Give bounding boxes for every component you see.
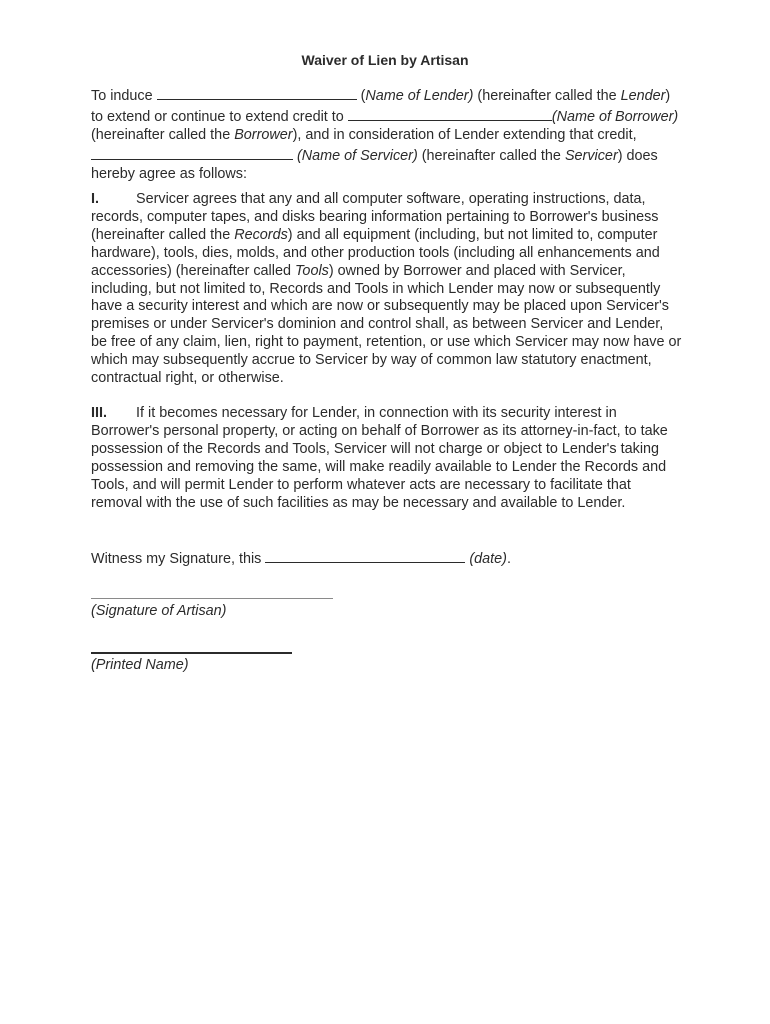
intro-text-1: To induce — [91, 88, 157, 104]
intro-text-4: (hereinafter called the — [473, 88, 621, 104]
section-one-text-5: ) owned by Borrower and placed with Servicer, including, but not limited to, Records and Tools in which Lender may now or subsequently have a security interest and which are now or subsequently may be placed upon Servicer's premises or under Servicer's dominion and control shall, as between Servicer and Lender, be free of any claim, lien, right to payment, retention, or use which Servicer may now have or which may subsequently accrue to Servicer by way of common law statutory enactment, contractual right, or otherwise. — [91, 262, 682, 387]
section-one-number: I. — [91, 191, 99, 207]
section-one-text-1: Servicer agrees that any and all computer software, operating instructions, data, records, computer tapes, and disks bearing information pertaining to Borrower's business (hereinafter called the — [91, 191, 659, 243]
date-blank[interactable] — [265, 548, 465, 563]
intro-text-2: ( — [356, 88, 366, 104]
artisan-signature-line[interactable] — [91, 598, 333, 599]
witness-line — [91, 548, 683, 569]
servicer-name-hint: (Name of Servicer) — [293, 147, 418, 164]
date-hint: (date) — [465, 551, 507, 567]
intro-text-14: ) does hereby agree as follows: — [91, 147, 658, 182]
lender-name-hint: Name of Lender) — [365, 88, 474, 104]
section-three-text: If it becomes necessary for Lender, in connection with its security interest in Borrower's personal property, or acting on behalf of Borrower as its attorney-in-fact, to take possession of the Records and Tools, Servicer will not charge or object to Lender's taking possession and removing the same, will make readily available to Lender the Records and Tools, and will permit Lender to perform whatever acts are necessary to facilitate that removal with the use of such facilities as may be necessary and available to Lender. — [91, 405, 668, 511]
borrower-name-blank[interactable] — [348, 106, 552, 121]
lender-name-blank[interactable] — [157, 85, 357, 100]
witness-text: Witness my Signature, this — [91, 551, 266, 567]
document-title: Waiver of Lien by Artisan — [301, 52, 469, 68]
section-one-text-3: ) and all equipment (including, but not limited to, computer hardware), tools, dies, molds, and other production tools (including all enhancements and accessories) (hereinafter called — [91, 226, 660, 279]
intro-text-10: ), and in consideration of Lender extending that credit, — [292, 126, 637, 143]
lender-term: Lender — [620, 88, 666, 104]
artisan-signature-caption: (Signature of Artisan) — [91, 603, 227, 619]
tools-term: Tools — [294, 262, 329, 279]
borrower-name-hint: (Name of Borrower) — [551, 108, 679, 125]
section-one-paragraph — [91, 191, 683, 388]
intro-paragraph — [91, 85, 683, 184]
section-three-paragraph — [91, 405, 683, 512]
intro-text-8: (hereinafter called the — [91, 126, 235, 143]
records-term: Records — [234, 226, 288, 243]
borrower-term: Borrower — [234, 126, 293, 143]
intro-text-12: (hereinafter called the — [417, 147, 565, 164]
servicer-term: Servicer — [564, 147, 618, 164]
intro-text-6: ) to extend or continue to extend credit to — [91, 88, 671, 125]
printed-name-line[interactable] — [91, 652, 292, 654]
servicer-name-blank[interactable] — [91, 145, 293, 160]
witness-period: . — [506, 551, 511, 567]
section-three-number: III. — [91, 405, 107, 421]
printed-name-caption: (Printed Name) — [91, 657, 189, 673]
